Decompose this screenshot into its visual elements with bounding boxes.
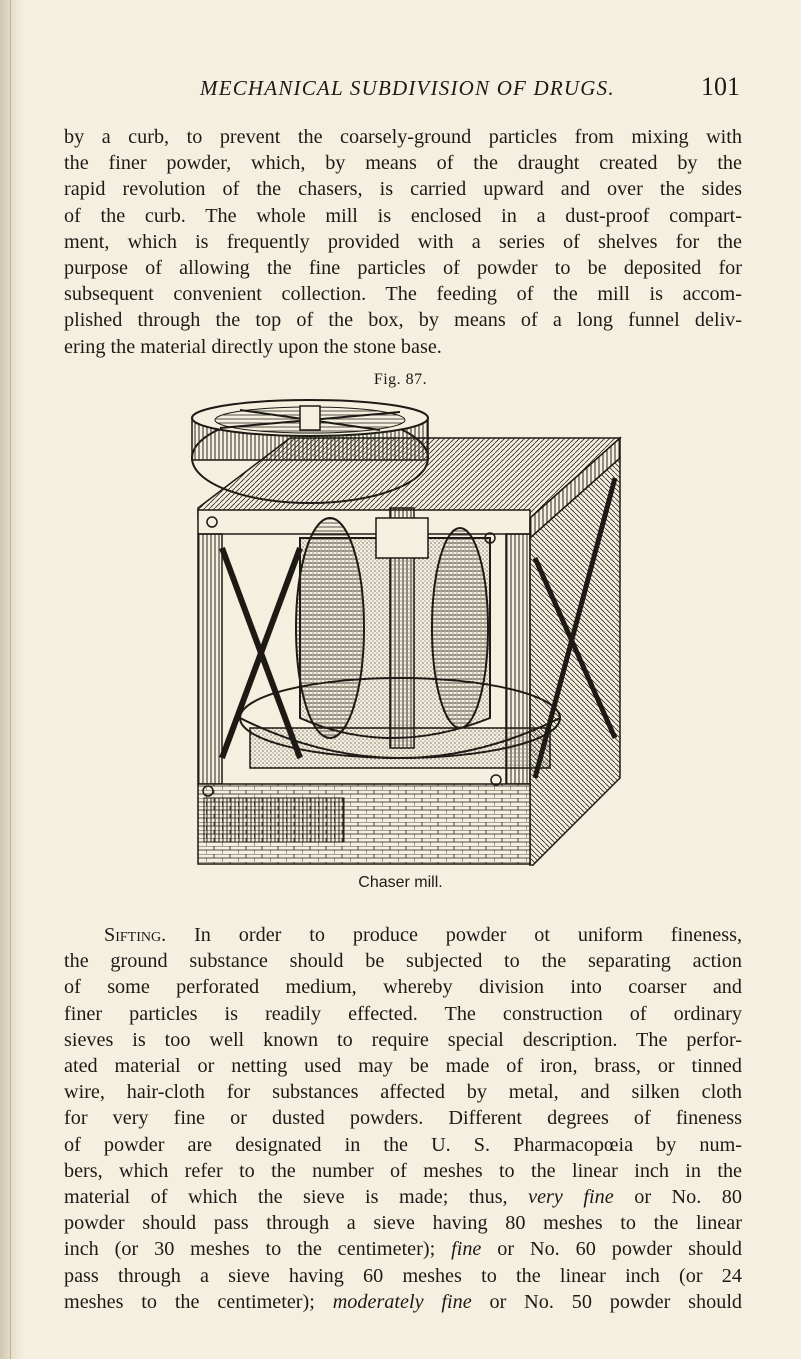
text-line <box>64 1184 742 1210</box>
text-line: rapid revolution of the chasers, is carried upward and over the sides <box>64 178 742 201</box>
text-span: In order to produce powder ot uniform fineness, <box>194 924 742 946</box>
chaser-stones <box>296 508 490 748</box>
text-line: of powder are designated in the U. S. Pharmacopœia by num- <box>64 1133 742 1156</box>
text-line: of the curb. The whole mill is enclosed in a dust-proof compart- <box>64 204 742 227</box>
text-line: ment, which is frequently provided with a series of shelves for the <box>64 230 742 253</box>
text-span: or No. 60 powder should <box>497 1238 742 1261</box>
text-line: bers, which refer to the number of meshes to the linear inch in the <box>64 1159 742 1182</box>
text-line: subsequent convenient collection. The feeding of the mill is accom- <box>64 283 742 306</box>
running-header <box>200 72 740 112</box>
text-line <box>64 1236 742 1262</box>
text-span: material of which the sieve is made; thus, <box>64 1186 508 1209</box>
paragraph-sifting <box>64 922 742 1315</box>
text-line: wire, hair-cloth for substances affected by metal, and silken cloth <box>64 1081 742 1104</box>
text-line: by a curb, to prevent the coarsely-ground particles from mixing with <box>64 126 742 148</box>
term-very-fine: very fine <box>528 1186 614 1209</box>
chaser-mill-illustration <box>190 398 630 866</box>
text-span: meshes to the centimeter); <box>64 1290 315 1313</box>
figure-caption: Chaser mill. <box>358 874 443 891</box>
text-line: the ground substance should be subjected to the separating action <box>64 950 742 973</box>
text-span: or No. 80 <box>634 1186 742 1209</box>
brick-foundation <box>198 775 530 864</box>
term-fine: fine <box>451 1238 482 1261</box>
text-line: plished through the top of the box, by means of a long funnel deliv- <box>64 309 742 332</box>
text-line: pass through a sieve having 60 meshes to the linear inch (or 24 <box>64 1264 742 1287</box>
text-line: sieves is too well known to require special description. The perfor- <box>64 1028 742 1051</box>
term-moderately-fine: moderately fine <box>332 1290 472 1313</box>
binding-edge-line <box>10 0 11 1359</box>
section-heading-sifting: Sifting. <box>104 924 167 946</box>
text-line: ated material or netting used may be made of iron, brass, or tinned <box>64 1055 742 1078</box>
page-number: 101 <box>701 72 740 101</box>
running-title: MECHANICAL SUBDIVISION OF DRUGS. <box>200 76 615 100</box>
text-line <box>64 922 742 948</box>
paragraph-chaser-mill <box>64 124 742 360</box>
text-line <box>64 1289 742 1315</box>
text-line: purpose of allowing the fine particles of powder to be deposited for <box>64 257 742 280</box>
text-line: the finer powder, which, by means of the draught created by the <box>64 152 742 175</box>
text-line-last: ering the material directly upon the stone base. <box>64 335 442 358</box>
text-span: or No. 50 powder should <box>489 1290 742 1313</box>
figure-label: Fig. 87. <box>373 371 428 388</box>
text-line: of some perforated medium, whereby division into coarser and <box>64 976 742 999</box>
text-span: inch (or 30 meshes to the centimeter); <box>64 1238 436 1261</box>
text-line: powder should pass through a sieve having 80 meshes to the linear <box>64 1212 742 1235</box>
text-line: for very fine or dusted powders. Different degrees of fineness <box>64 1107 742 1130</box>
text-line: finer particles is readily effected. The construction of ordinary <box>64 1002 742 1025</box>
page-binding-shadow <box>0 0 24 1359</box>
